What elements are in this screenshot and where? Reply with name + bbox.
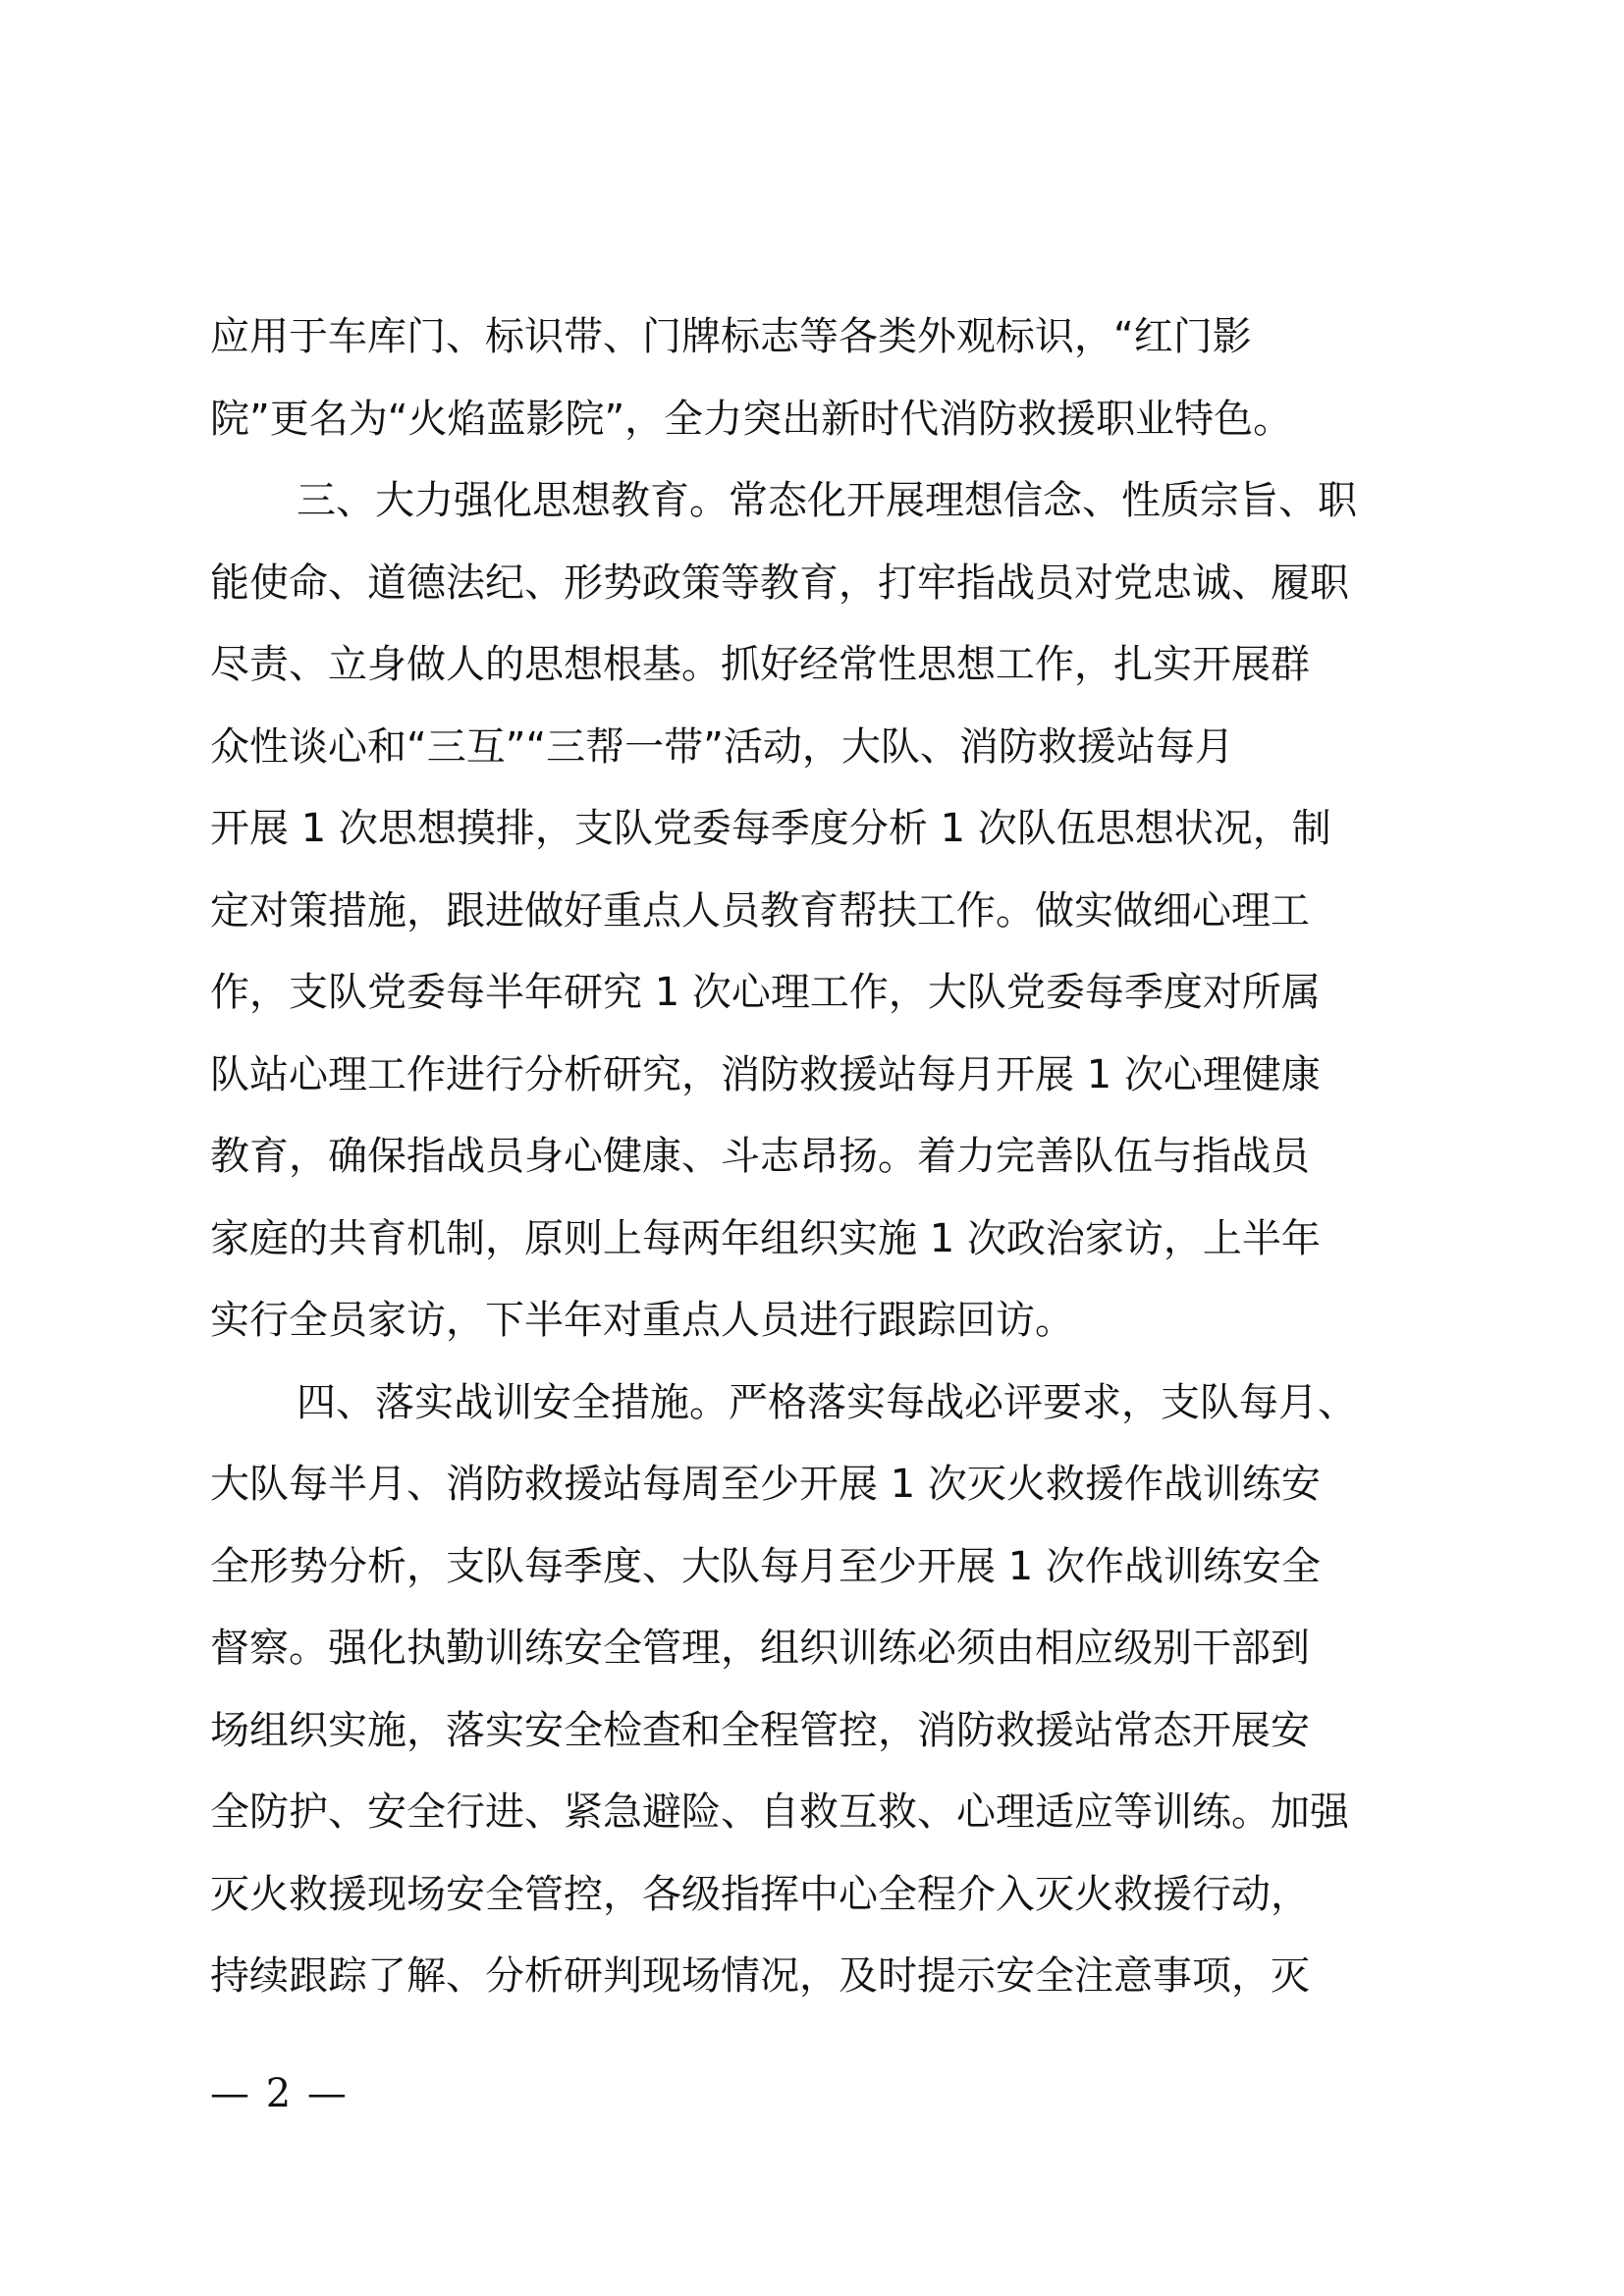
text-line: 院”更名为“火焰蓝影院”，全力突出新时代消防救援职业特色。: [210, 396, 1293, 442]
text-line: 全防护、安全行进、紧急避险、自救互救、心理适应等训练。加强: [210, 1789, 1349, 1835]
text-line: 全形势分析，支队每季度、大队每月至少开展 1 次作战训练安全: [210, 1543, 1321, 1589]
text-line: 家庭的共育机制，原则上每两年组织实施 1 次政治家访，上半年: [210, 1215, 1321, 1261]
text-line: 众性谈心和“三互”“三帮一带”活动，大队、消防救援站每月: [210, 723, 1234, 770]
text-line: 督察。强化执勤训练安全管理，组织训练必须由相应级别干部到: [210, 1626, 1310, 1671]
text-line: 队站心理工作进行分析研究，消防救援站每月开展 1 次心理健康: [210, 1051, 1321, 1097]
text-line: 灭火救援现场安全管控，各级指挥中心全程介入灭火救援行动，: [210, 1871, 1310, 1917]
paragraph-start-line: 三、大力强化思想教育。常态化开展理想信念、性质宗旨、职: [297, 478, 1357, 523]
text-line: 定对策措施，跟进做好重点人员教育帮扶工作。做实做细心理工: [210, 887, 1310, 934]
text-line: 场组织实施，落实安全检查和全程管控，消防救援站常态开展安: [210, 1707, 1310, 1753]
text-line: 应用于车库门、标识带、门牌标志等各类外观标识，“红门影: [210, 314, 1252, 359]
text-line: 持续跟踪了解、分析研判现场情况，及时提示安全注意事项，灭: [210, 1953, 1310, 1999]
text-line: 作，支队党委每半年研究 1 次心理工作，大队党委每季度对所属: [210, 970, 1321, 1015]
text-line: 开展 1 次思想摸排，支队党委每季度分析 1 次队伍思想状况，制: [210, 806, 1331, 851]
text-line: 实行全员家访，下半年对重点人员进行跟踪回访。: [210, 1298, 1074, 1343]
text-line: 尽责、立身做人的思想根基。抓好经常性思想工作，扎实开展群: [210, 642, 1310, 687]
paragraph-start-line: 四、落实战训安全措施。严格落实每战必评要求，支队每月、: [297, 1379, 1357, 1425]
text-line: 大队每半月、消防救援站每周至少开展 1 次灭火救援作战训练安: [210, 1462, 1321, 1507]
text-line: 能使命、道德法纪、形势政策等教育，打牢指战员对党忠诚、履职: [210, 560, 1349, 606]
text-line: 教育，确保指战员身心健康、斗志昂扬。着力完善队伍与指战员: [210, 1134, 1310, 1179]
page-number: — 2 —: [210, 2071, 349, 2116]
document-body: [210, 296, 1428, 2018]
